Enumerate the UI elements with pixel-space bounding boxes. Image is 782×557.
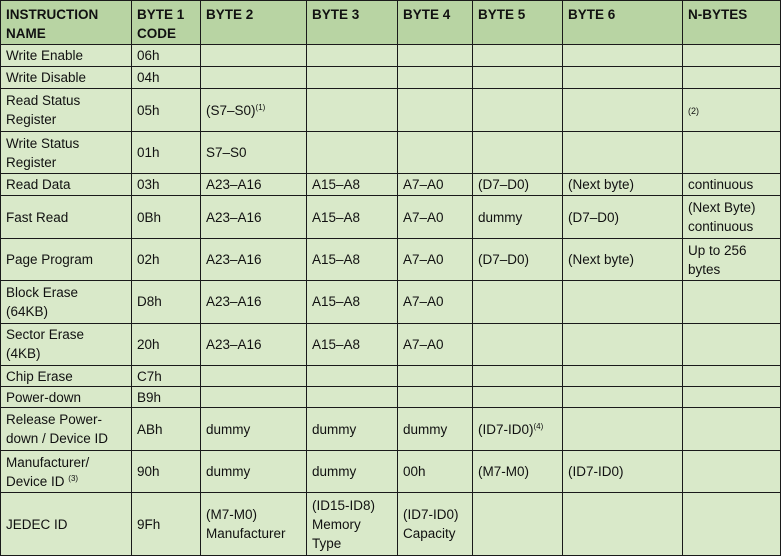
byte6-cell: (D7–D0) (563, 196, 683, 238)
byte6-cell: (Next byte) (563, 174, 683, 196)
byte3-cell: A15–A8 (307, 196, 398, 238)
header-byte3: BYTE 3 (307, 1, 398, 45)
nbytes-cell: (Next Byte) continuous (683, 196, 781, 238)
instruction-name: Write Disable (1, 67, 132, 89)
byte1-code: 06h (132, 45, 201, 67)
byte1-code: 9Fh (132, 493, 201, 556)
byte3-cell: dummy (307, 450, 398, 492)
byte5-cell: $(ID7-ID0)^{(4)}$ (473, 408, 563, 450)
instruction-name: Power-down (1, 387, 132, 408)
byte2-cell: A23–A16 (201, 323, 307, 365)
byte6-cell: (Next byte) (563, 238, 683, 280)
instruction-name: Write Status Register (1, 131, 132, 173)
instruction-name: Write Enable (1, 45, 132, 67)
table-row (1, 238, 781, 280)
byte2-cell: (M7-M0) Manufacturer (201, 493, 307, 556)
byte3-cell: dummy (307, 408, 398, 450)
header-byte5: BYTE 5 (473, 1, 563, 45)
byte4-cell: A7–A0 (398, 281, 473, 323)
byte1-code: D8h (132, 281, 201, 323)
table-row (1, 493, 781, 556)
instruction-name: Sector Erase (4KB) (1, 323, 132, 365)
byte2-cell: dummy (201, 450, 307, 492)
instruction-name: Block Erase (64KB) (1, 281, 132, 323)
byte4-cell: dummy (398, 408, 473, 450)
byte4-cell: A7–A0 (398, 174, 473, 196)
header-byte4: BYTE 4 (398, 1, 473, 45)
instruction-name: JEDEC ID (1, 493, 132, 556)
byte5-cell: dummy (473, 196, 563, 238)
byte1-code: 0Bh (132, 196, 201, 238)
byte4-cell: 00h (398, 450, 473, 492)
byte2-cell: S7–S0 (201, 131, 307, 173)
instruction-name: Release Power- down / Device ID (1, 408, 132, 450)
instruction-name: Manufacturer/ Device ID $^{(3)}$ (1, 450, 132, 492)
byte3-cell: A15–A8 (307, 281, 398, 323)
header-byte6: BYTE 6 (563, 1, 683, 45)
byte5-cell: (D7–D0) (473, 174, 563, 196)
instruction-name: Page Program (1, 238, 132, 280)
instruction-name: Fast Read (1, 196, 132, 238)
footnote-ref: (2) (688, 105, 699, 116)
header-instruction-name: INSTRUCTION NAME (1, 1, 132, 45)
byte1-code: 02h (132, 238, 201, 280)
table-row (1, 89, 781, 131)
instruction-name: Chip Erase (1, 366, 132, 387)
byte3-cell: A15–A8 (307, 323, 398, 365)
header-byte1-code: BYTE 1 CODE (132, 1, 201, 45)
byte6-cell: (ID7-ID0) (563, 450, 683, 492)
instruction-name: Read Status Register (1, 89, 132, 131)
footnote-ref: (4) (533, 421, 544, 431)
table-row (1, 387, 781, 408)
table-row (1, 366, 781, 387)
byte2-cell: dummy (201, 408, 307, 450)
header-nbytes: N-BYTES (683, 1, 781, 45)
header-byte2: BYTE 2 (201, 1, 307, 45)
table-row (1, 323, 781, 365)
byte2-cell: A23–A16 (201, 174, 307, 196)
byte5-cell: (M7-M0) (473, 450, 563, 492)
table-row (1, 281, 781, 323)
nbytes-cell (683, 89, 781, 131)
byte1-code: 04h (132, 67, 201, 89)
header-row (1, 1, 781, 45)
byte1-code: B9h (132, 387, 201, 408)
table-row (1, 196, 781, 238)
byte1-code: 05h (132, 89, 201, 131)
byte2-cell: A23–A16 (201, 196, 307, 238)
byte2-cell: $(S7-S0)^{(1)}$ (201, 89, 307, 131)
byte3-cell: A15–A8 (307, 174, 398, 196)
byte1-code: 01h (132, 131, 201, 173)
byte1-code: C7h (132, 366, 201, 387)
table-row (1, 131, 781, 173)
byte2-cell: A23–A16 (201, 238, 307, 280)
nbytes-cell: continuous (683, 174, 781, 196)
footnote-ref: (1) (255, 102, 266, 112)
byte1-code: 03h (132, 174, 201, 196)
byte4-cell: (ID7-ID0) Capacity (398, 493, 473, 556)
table-row (1, 45, 781, 67)
byte4-cell: A7–A0 (398, 323, 473, 365)
byte1-code: 90h (132, 450, 201, 492)
nbytes-cell: Up to 256 bytes (683, 238, 781, 280)
byte1-code: 20h (132, 323, 201, 365)
byte5-cell: (D7–D0) (473, 238, 563, 280)
table-row (1, 450, 781, 492)
byte1-code: ABh (132, 408, 201, 450)
table-row (1, 67, 781, 89)
byte4-cell: A7–A0 (398, 196, 473, 238)
byte3-cell: A15–A8 (307, 238, 398, 280)
byte2-cell: A23–A16 (201, 281, 307, 323)
byte3-cell: (ID15-ID8) Memory Type (307, 493, 398, 556)
table-row (1, 174, 781, 196)
byte4-cell: A7–A0 (398, 238, 473, 280)
table-row (1, 408, 781, 450)
instruction-name: Read Data (1, 174, 132, 196)
footnote-ref: (3) (68, 473, 79, 483)
